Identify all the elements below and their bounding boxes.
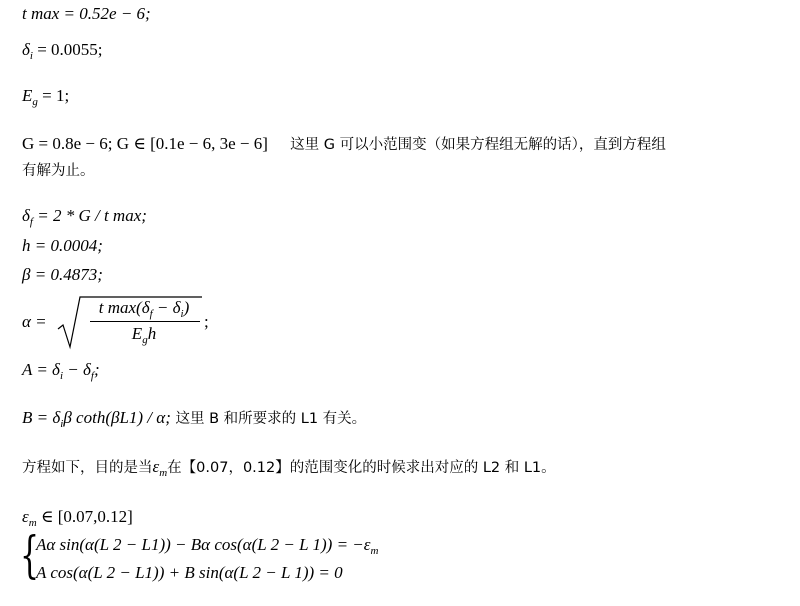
b-line: $B = \delta_i\beta$ coth(βL1) / α; 这里 B 和所要求的 L1 有关。 (22, 408, 367, 430)
h-line: h = 0.0004; (22, 236, 103, 255)
alpha-semicolon: ; (204, 312, 209, 331)
system-brace: { (20, 526, 40, 584)
eg-symbol: E (22, 86, 33, 105)
alpha-denominator: $E_gh$ (131, 324, 157, 346)
delta-f-subscript: f (29, 216, 33, 228)
delta-f-value: = 2 * G / t max; (32, 206, 147, 225)
system-equation-2: A cos(α(L 2 − L1)) + B sin(α(L 2 − L 1)) = 0 (36, 563, 343, 582)
g-note-continued: 有解为止。 (22, 163, 95, 179)
delta-i-symbol: δ (22, 40, 30, 59)
alpha-lhs: α = (22, 312, 47, 331)
delta-f-line (22, 206, 147, 226)
g-equation: G = 0.8e − 6; G ∈ [0.1e − 6, 3e − 6] (22, 134, 268, 153)
eg-line (22, 86, 69, 106)
alpha-numerator: t $\max(\delta_f - \delta_i)$ (98, 298, 190, 320)
eg-subscript: g (32, 96, 38, 108)
system-equation-1: Aα sin(α(L 2 − L1)) − Bα cos(α(L 2 − L $1)) = -\varepsilon_m$ (36, 535, 379, 557)
alpha-formula (22, 295, 222, 349)
a-line: $A = \delta_i - \delta_f$; (22, 360, 100, 382)
epsilon-range-line: $\varepsilon_m$ ∈ [0.07,0.12] (22, 507, 133, 529)
delta-i-line (22, 40, 103, 60)
tmax-line: t max = 0.52e − 6; (22, 4, 151, 23)
delta-f-symbol: δ (22, 206, 30, 225)
delta-i-value: = 0.0055; (32, 40, 103, 59)
epsilon-m: ε (152, 457, 160, 476)
fraction-bar (90, 321, 200, 322)
delta-i-subscript: i (29, 50, 33, 62)
eg-value: = 1; (37, 86, 70, 105)
g-note: 这里 G 可以小范围变（如果方程组无解的话），直到方程组 (290, 137, 666, 153)
beta-line: β = 0.4873; (22, 265, 103, 284)
b-note: 这里 B 和所要求的 L1 有关。 (170, 411, 367, 427)
equation-intro: 方程如下，目的是当$\varepsilon_m$在【0.07，0.12】的范围变化的时候求出对应的 L2 和 L1。 (22, 457, 556, 479)
g-line (22, 134, 666, 155)
